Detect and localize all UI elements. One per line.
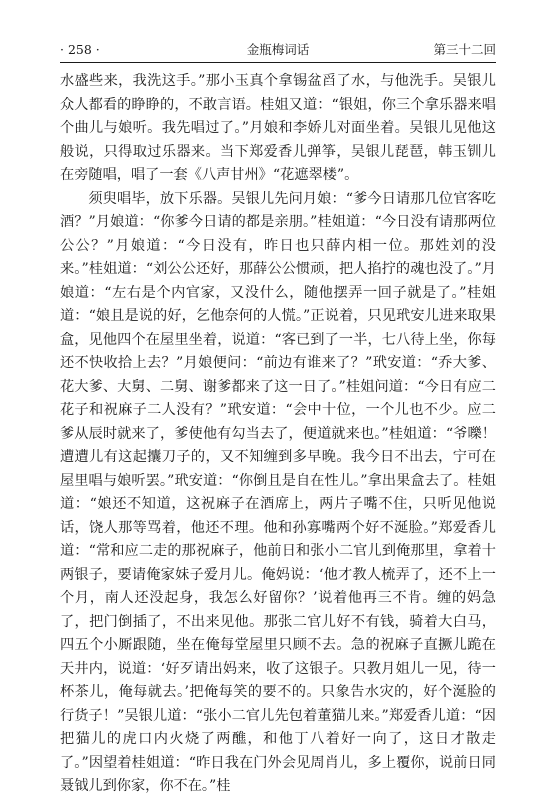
header-rule	[60, 62, 496, 63]
page-number: · 258 ·	[60, 42, 100, 57]
book-title: 金瓶梅词话	[246, 42, 310, 57]
paragraph: 须臾唱毕，放下乐器。吴银儿先问月娘：“爹今日请那几位官客吃酒？”月娘道：“你爹今日请的都是亲朋。”桂姐道：“今日没有请那两位公公？”月娘道：“今日没有，昨日也只薛内相一位。那姓刘的没来。”桂姐道：“刘公公还好，那薛公公惯顽，把人掐拧的魂也没了。”月娘道：“左右是个内官家，又没什么，随他摆弄一回子就是了。”桂姐道：“娘且是说的好，乞他奈何的人慌。”正说着，只见玳安儿进来取果盒，见他四个在屋里坐着，说道：“客已到了一半，七八待上坐，你每还不快收拾上去？”月娘便问：“前边有谁来了？”玳安道：“乔大爹、花大爹、大舅、二舅、谢爹都来了这一日了。”桂姐问道：“今日有应二花子和祝麻子二人没有？”玳安道：“会中十位，一个儿也不少。应二爹从辰时就来了，爹使他有勾当去了，便道就来也。”桂姐道：“爷嚛！遭遭儿有这起攮刀子的，又不知缠到多早晚。我今日不出去，宁可在屋里唱与娘听罢。”玳安道：“你倒且是自在性儿。”拿出果盒去了。桂姐道：“娘还不知道，这祝麻子在酒席上，两片子嘴不住，只听见他说话，饶人那等骂着，他还不理。他和孙寡嘴两个好不涎脸。”郑爱香儿道：“常和应二走的那祝麻子，他前日和张小二官儿到俺那里，拿着十两银子，要请俺家妹子爱月儿。俺妈说：‘他才教人梳弄了，还不上一个月，南人还没起身，我怎么好留你？’说着他再三不肯。缠的妈急了，把门倒插了，不出来见他。那张二官儿好不有钱，骑着大白马，四五个小厮跟随，坐在俺每堂屋里只顾不去。急的祝麻子直撅儿跪在天井内，说道：‘好歹请出妈来，收了这银子。只教月姐儿一见，待一杯茶儿，俺每就去。’把俺每笑的要不的。只象告水灾的，好个涎脸的行货子！”吴银儿道：“张小二官儿先包着董猫儿来。”郑爱香儿道：“因把猫儿的虎口内火烧了两醮，和他丁八着好一向了，这日才散走了。”因望着桂姐道：“昨日我在门外会见周肖儿，多上覆你，说前日同聂钺儿到你家，你不在。”桂	[60, 190, 496, 794]
chapter-title: 第三十二回	[433, 42, 496, 57]
body-text	[60, 70, 496, 799]
running-header	[60, 40, 496, 60]
paragraph-continued: 水盛些来，我洗这手。”那小玉真个拿锡盆舀了水，与他洗手。吴银儿众人都看的睁睁的，不敢言语。桂姐又道：“银姐，你三个拿乐器来唱个曲儿与娘听。我先唱过了。”月娘和李娇儿对面坐着。吴银儿见他这般说，只得取过乐器来。当下郑爱香儿弹筝，吴银儿琵琶，韩玉钏儿在旁随唱，唱了一套《八声甘州》“花遮翠楼”。	[60, 73, 496, 183]
